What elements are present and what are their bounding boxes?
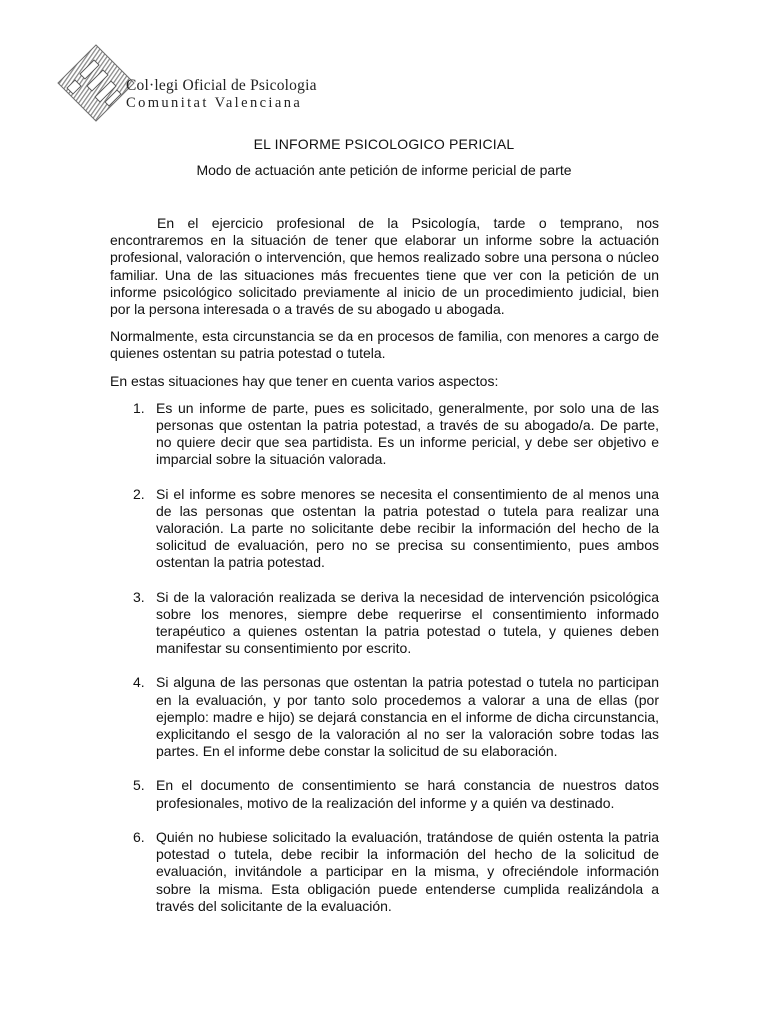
list-item-text: Si de la valoración realizada se deriva la necesidad de intervención psicológica sobre los menores, siempre debe requerirse el consentimiento informado terapéutico a quienes ostentan la patria potestad o tutela, y quienes deben manifestar su consentimiento por escrito. — [156, 588, 659, 657]
list-item — [110, 777, 659, 811]
document-body — [110, 215, 659, 932]
list-item-number: 2. — [133, 485, 145, 502]
list-item — [110, 829, 659, 915]
list-item-text: Si el informe es sobre menores se necesita el consentimiento de al menos una de las personas que ostentan la patria potestad o tutela para realizar una valoración. La parte no solicitante debe recibir la información del hecho de la solicitud de evaluación, pero no se precisa su consentimiento, pues ambos ostentan la patria potestad. — [156, 485, 659, 571]
list-item-number: 1. — [133, 399, 145, 416]
org-name-line1: Col·legi Oficial de Psicologia — [126, 77, 317, 94]
list-item-number: 4. — [133, 674, 145, 691]
org-name-line2: Comunitat Valenciana — [126, 95, 303, 111]
list-item-text: Es un informe de parte, pues es solicitado, generalmente, por solo una de las personas que ostentan la patria potestad, a través de su abogado/a. De parte, no quiere decir que sea partidista. Es un informe pericial, y debe ser objetivo e imparcial sobre la situación valorada. — [156, 399, 659, 468]
aspects-intro-paragraph: En estas situaciones hay que tener en cuenta varios aspectos: — [110, 372, 499, 389]
list-item-number: 6. — [133, 828, 145, 845]
list-item-text: En el documento de consentimiento se hará constancia de nuestros datos profesionales, motivo de la realización del informe y a quién va destinado. — [156, 777, 659, 811]
list-item-number: 3. — [133, 588, 145, 605]
document-title: EL INFORME PSICOLOGICO PERICIAL — [253, 136, 515, 152]
list-item-text: Si alguna de las personas que ostentan la patria potestad o tutela no participan en la evaluación, y por tanto solo procedemos a valorar a una de ellas (por ejemplo: madre e hijo) se dejará constancia en el informe de dicha circunstancia, explicitando el sesgo de la valoración al no ser la valoración sobre todas las partes. En el informe debe constar la solicitud de su elaboración. — [156, 674, 659, 760]
context-paragraph: Normalmente, esta circunstancia se da en procesos de familia, con menores a cargo de quienes ostentan su patria potestad o tutela. — [110, 328, 659, 362]
list-item-text: Quién no hubiese solicitado la evaluación, tratándose de quién ostenta la patria potestad o tutela, debe recibir la información del hecho de la solicitud de evaluación, invitándole a participar en la misma, y ofreciéndole información sobre la misma. Esta obligación puede entenderse cumplida realizándola a través del solicitante de la evaluación. — [156, 828, 659, 914]
list-item — [110, 400, 659, 469]
college-emblem-icon — [57, 44, 135, 122]
aspects-list — [110, 400, 659, 915]
document-subtitle: Modo de actuación ante petición de informe pericial de parte — [196, 162, 572, 178]
intro-paragraph: En el ejercicio profesional de la Psicología, tarde o temprano, nos encontraremos en la situación de tener que elaborar un informe sobre la actuación profesional, valoración o intervención, que hemos realizado sobre una persona o núcleo familiar. Una de las situaciones más frecuentes tiene que ver con la petición de un informe psicológico solicitado previamente al inicio de un procedimiento judicial, bien por la persona interesada o a través de su abogado u abogada. — [110, 215, 659, 318]
list-item — [110, 486, 659, 572]
list-item-number: 5. — [133, 777, 145, 794]
list-item — [110, 589, 659, 658]
list-item — [110, 674, 659, 760]
